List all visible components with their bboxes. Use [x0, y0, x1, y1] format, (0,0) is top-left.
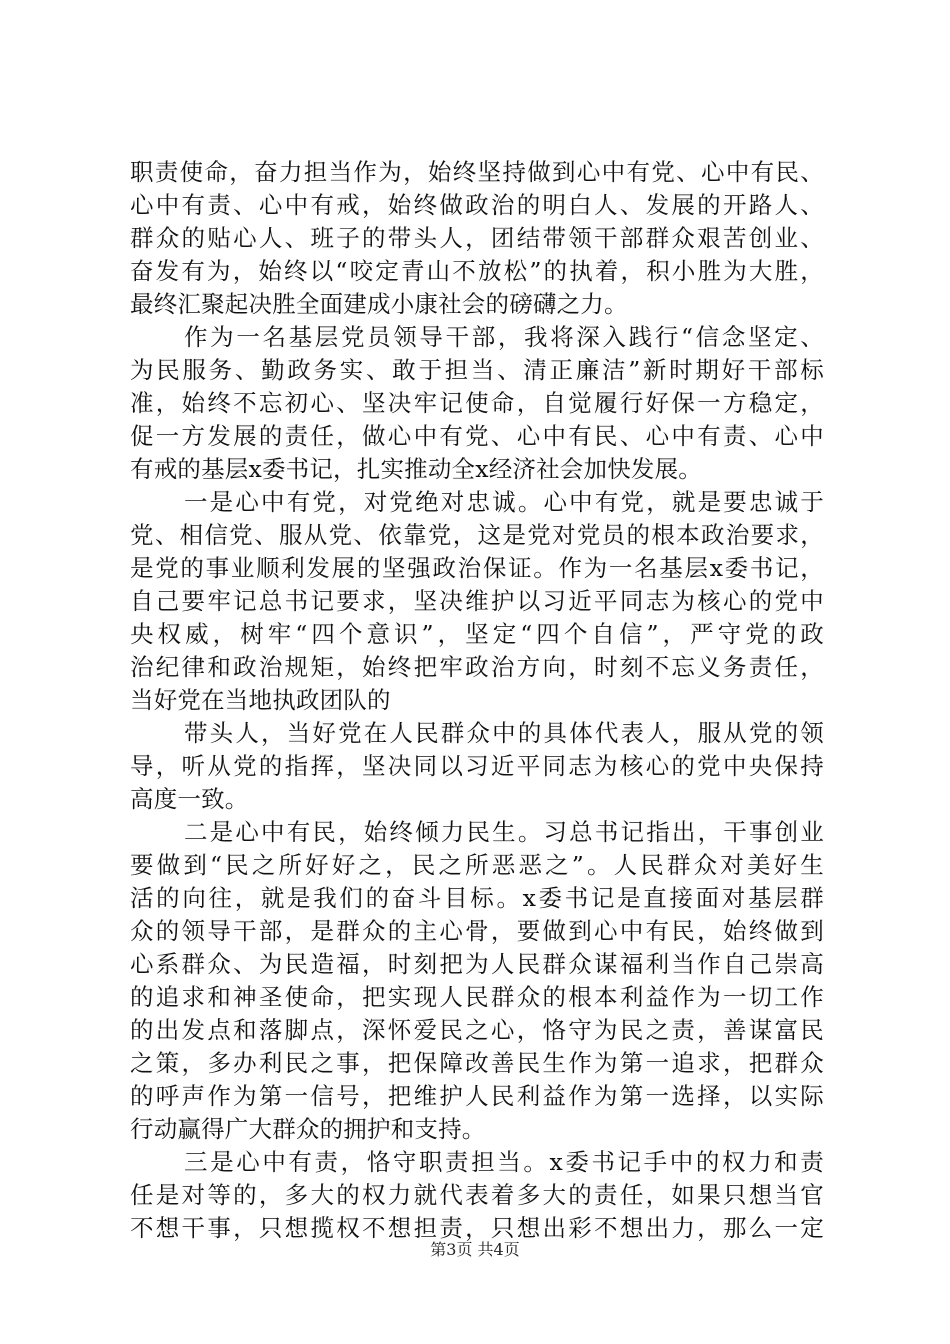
text-line: 的呼声作为第一信号，把维护人民利益作为第一选择，以实际: [130, 1082, 824, 1110]
text-line: 群众的贴心人、班子的带头人，团结带领干部群众艰苦创业、: [130, 224, 824, 252]
text-line: 行动赢得广大群众的拥护和支持。: [130, 1115, 486, 1143]
text-line: 不想干事，只想揽权不想担责，只想出彩不想出力，那么一定: [130, 1214, 824, 1242]
document-body: [130, 156, 824, 1245]
text-line: 活的向往，就是我们的奋斗目标。x委书记是直接面对基层群: [130, 884, 824, 912]
text-line: 促一方发展的责任，做心中有党、心中有民、心中有责、心中: [130, 422, 824, 450]
page-number-footer: 第3页 共4页: [430, 1240, 520, 1259]
text-line: 一是心中有党，对党绝对忠诚。心中有党，就是要忠诚于: [184, 488, 824, 516]
text-line: 作为一名基层党员领导干部，我将深入践行“信念坚定、: [184, 323, 824, 351]
text-line: 的出发点和落脚点，深怀爱民之心，恪守为民之责，善谋富民: [130, 1016, 824, 1044]
text-line: 三是心中有责，恪守职责担当。x委书记手中的权力和责: [184, 1148, 824, 1176]
text-line: 要做到“民之所好好之，民之所恶恶之”。人民群众对美好生: [130, 851, 824, 879]
text-line: 职责使命，奋力担当作为，始终坚持做到心中有党、心中有民、: [130, 158, 824, 186]
text-line: 的追求和神圣使命，把实现人民群众的根本利益作为一切工作: [130, 983, 824, 1011]
text-line: 自己要牢记总书记要求，坚决维护以习近平同志为核心的党中: [130, 587, 824, 615]
text-line: 高度一致。: [130, 785, 249, 813]
text-line: 治纪律和政治规矩，始终把牢政治方向，时刻不忘义务责任，: [130, 653, 824, 681]
text-line: 为民服务、勤政务实、敢于担当、清正廉洁”新时期好干部标: [130, 356, 824, 384]
text-line: 心系群众、为民造福，时刻把为人民群众谋福利当作自己崇高: [130, 950, 824, 978]
text-line: 奋发有为，始终以“咬定青山不放松”的执着，积小胜为大胜，: [130, 257, 824, 285]
text-line: 央权威，树牢“四个意识”，坚定“四个自信”，严守党的政: [130, 620, 824, 648]
text-line: 之策，多办利民之事，把保障改善民生作为第一追求，把群众: [130, 1049, 824, 1077]
text-line: 是党的事业顺利发展的坚强政治保证。作为一名基层x委书记，: [130, 554, 824, 582]
text-line: 二是心中有民，始终倾力民生。习总书记指出，干事创业: [184, 818, 824, 846]
text-line: 最终汇聚起决胜全面建成小康社会的磅礴之力。: [130, 290, 628, 318]
text-line: 当好党在当地执政团队的: [130, 686, 391, 714]
text-line: 准，始终不忘初心、坚决牢记使命，自觉履行好保一方稳定，: [130, 389, 824, 417]
text-line: 带头人，当好党在人民群众中的具体代表人，服从党的领: [184, 719, 824, 747]
text-line: 有戒的基层x委书记，扎实推动全x经济社会加快发展。: [130, 455, 703, 483]
text-line: 党、相信党、服从党、依靠党，这是党对党员的根本政治要求，: [130, 521, 824, 549]
text-line: 众的领导干部，是群众的主心骨，要做到心中有民，始终做到: [130, 917, 824, 945]
text-line: 心中有责、心中有戒，始终做政治的明白人、发展的开路人、: [130, 191, 824, 219]
text-line: 任是对等的，多大的权力就代表着多大的责任，如果只想当官: [130, 1181, 824, 1209]
text-line: 导，听从党的指挥，坚决同以习近平同志为核心的党中央保持: [130, 752, 824, 780]
